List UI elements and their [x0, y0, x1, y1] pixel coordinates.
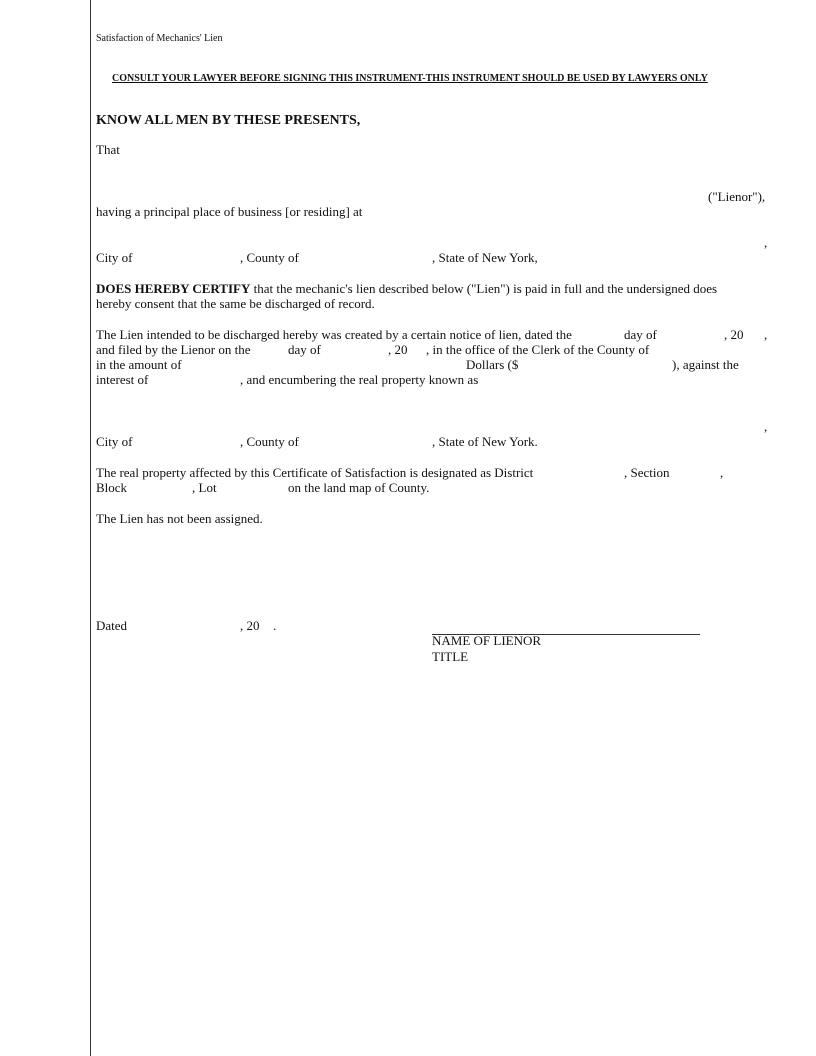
certify-line-2: hereby consent that the same be discharged of record. — [96, 296, 375, 311]
lawyer-warning: CONSULT YOUR LAWYER BEFORE SIGNING THIS INSTRUMENT-THIS INSTRUMENT SHOULD BE USED BY LAWYERS ONLY — [112, 73, 708, 84]
lien-line-1-day-of: day of — [624, 327, 657, 342]
dated-period: . — [273, 618, 277, 633]
assignment-statement: The Lien has not been assigned. — [96, 511, 263, 526]
lien-line-4: interest of — [96, 372, 149, 387]
designation-map: on the land map of County. — [288, 480, 430, 495]
designation-block: Block — [96, 480, 128, 495]
document-heading: KNOW ALL MEN BY THESE PRESENTS, — [96, 113, 361, 128]
lien-line-4-property: , and encumbering the real property known as — [240, 372, 479, 387]
lien-line-2: and filed by the Lienor on the — [96, 342, 251, 357]
certify-text: that the mechanic's lien described below ("Lien") is paid in full and the undersigned does — [250, 281, 718, 296]
property-comma: , — [764, 419, 768, 434]
state-label: , State of New York, — [432, 250, 538, 265]
city-label: City of — [96, 250, 133, 265]
certify-bold: DOES HEREBY CERTIFY — [96, 281, 251, 296]
designation-line-1: The real property affected by this Certificate of Satisfaction is designated as District — [96, 465, 534, 480]
designation-section: , Section — [624, 465, 670, 480]
title-label: TITLE — [432, 649, 469, 664]
lien-line-3: in the amount of — [96, 357, 182, 372]
that-label: That — [96, 142, 120, 157]
lien-line-1-comma: , — [764, 327, 768, 342]
county-label: , County of — [240, 250, 299, 265]
certify-line-1 — [96, 281, 717, 297]
lien-line-2-clerk: , in the office of the Clerk of the County of — [426, 342, 650, 357]
lien-line-1-year: , 20 — [724, 327, 744, 342]
designation-comma: , — [720, 465, 724, 480]
property-city-label: City of — [96, 434, 133, 449]
address-comma: , — [764, 235, 768, 250]
principal-place-label: having a principal place of business [or residing] at — [96, 204, 363, 219]
property-state-label: , State of New York. — [432, 434, 538, 449]
lien-line-3-against: ), against the — [672, 357, 739, 372]
lien-line-1: The Lien intended to be discharged hereby was created by a certain notice of lien, dated the — [96, 327, 572, 342]
designation-lot: , Lot — [192, 480, 217, 495]
dated-year: , 20 — [240, 618, 260, 633]
lien-line-3-dollars: Dollars ($ — [466, 357, 519, 372]
document-header-title: Satisfaction of Mechanics' Lien — [96, 33, 223, 44]
lien-line-2-year: , 20 — [388, 342, 408, 357]
name-of-lienor-label: NAME OF LIENOR — [432, 633, 542, 648]
dated-label: Dated — [96, 618, 128, 633]
lien-line-2-day-of: day of — [288, 342, 321, 357]
lienor-label: ("Lienor"), — [708, 189, 766, 204]
property-county-label: , County of — [240, 434, 299, 449]
margin-rule — [90, 0, 91, 1056]
